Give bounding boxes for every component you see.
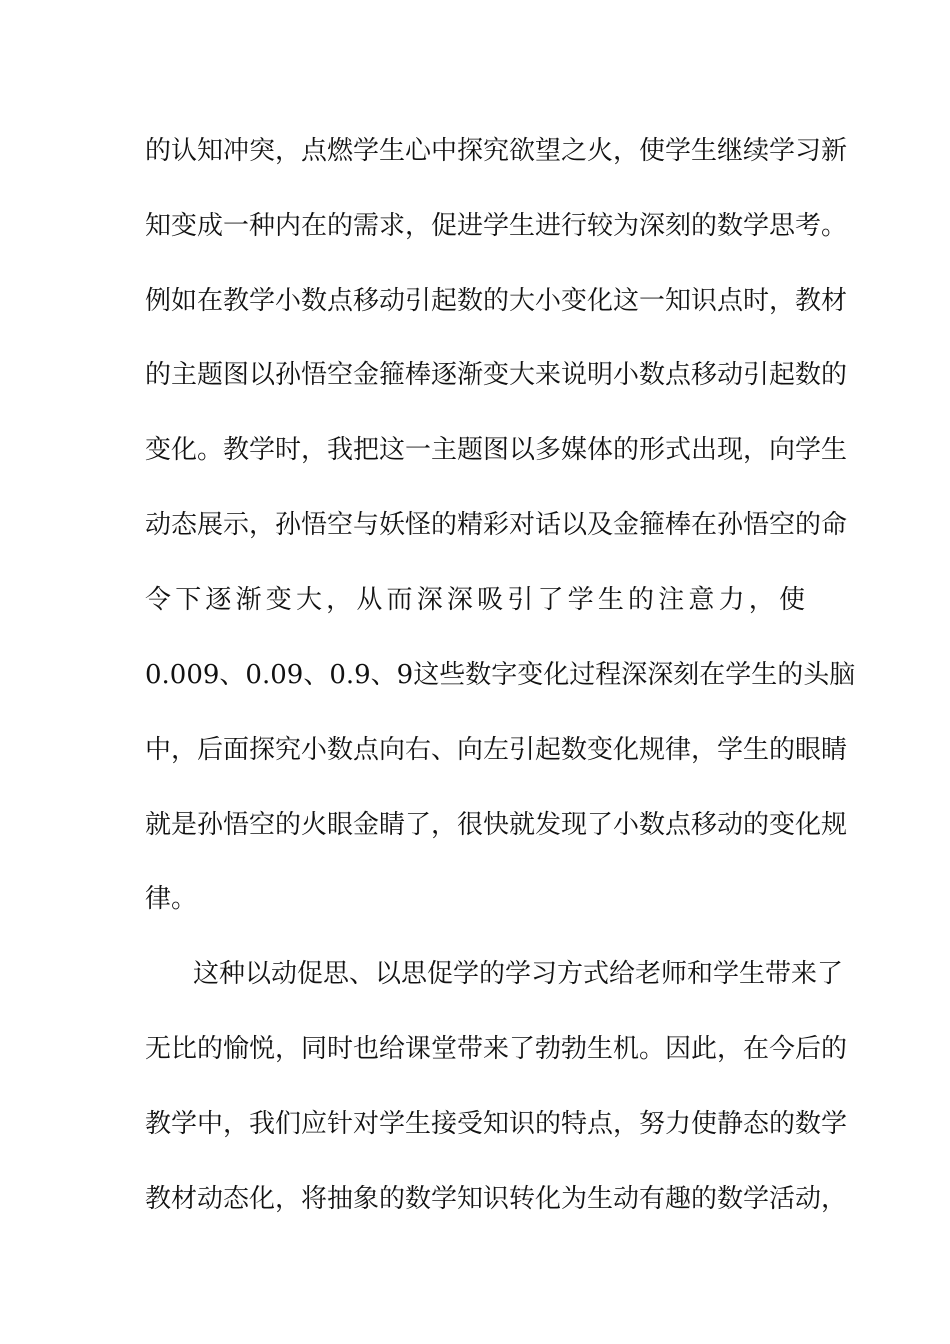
text-line: 知变成一种内在的需求，促进学生进行较为深刻的数学思考。: [145, 211, 848, 241]
text-line: 0.009、0.09、0.9、9这些数字变化过程深深刻在学生的头脑: [145, 660, 856, 690]
text-line: 变化。教学时，我把这一主题图以多媒体的形式出现，向学生: [145, 435, 848, 465]
text-line: 就是孙悟空的火眼金睛了，很快就发现了小数点移动的变化规: [145, 810, 848, 840]
text-line: 的主题图以孙悟空金箍棒逐渐变大来说明小数点移动引起数的: [145, 360, 848, 390]
text-line: 动态展示，孙悟空与妖怪的精彩对话以及金箍棒在孙悟空的命: [145, 510, 848, 540]
text-line: 教材动态化，将抽象的数学知识转化为生动有趣的数学活动，: [145, 1184, 848, 1214]
text-line: 教学中，我们应针对学生接受知识的特点，努力使静态的数学: [145, 1109, 848, 1139]
paragraph-first-line: 这种以动促思、以思促学的学习方式给老师和学生带来了: [193, 959, 844, 989]
text-line: 律。: [145, 884, 198, 914]
text-line: 例如在教学小数点移动引起数的大小变化这一知识点时，教材: [145, 286, 848, 316]
text-line: 令下逐渐变大，从而深深吸引了学生的注意力，使: [145, 585, 805, 615]
text-line: 中，后面探究小数点向右、向左引起数变化规律，学生的眼睛: [145, 735, 848, 765]
text-line: 无比的愉悦，同时也给课堂带来了勃勃生机。因此，在今后的: [145, 1034, 848, 1064]
text-line: 的认知冲突，点燃学生心中探究欲望之火，使学生继续学习新: [145, 136, 848, 166]
